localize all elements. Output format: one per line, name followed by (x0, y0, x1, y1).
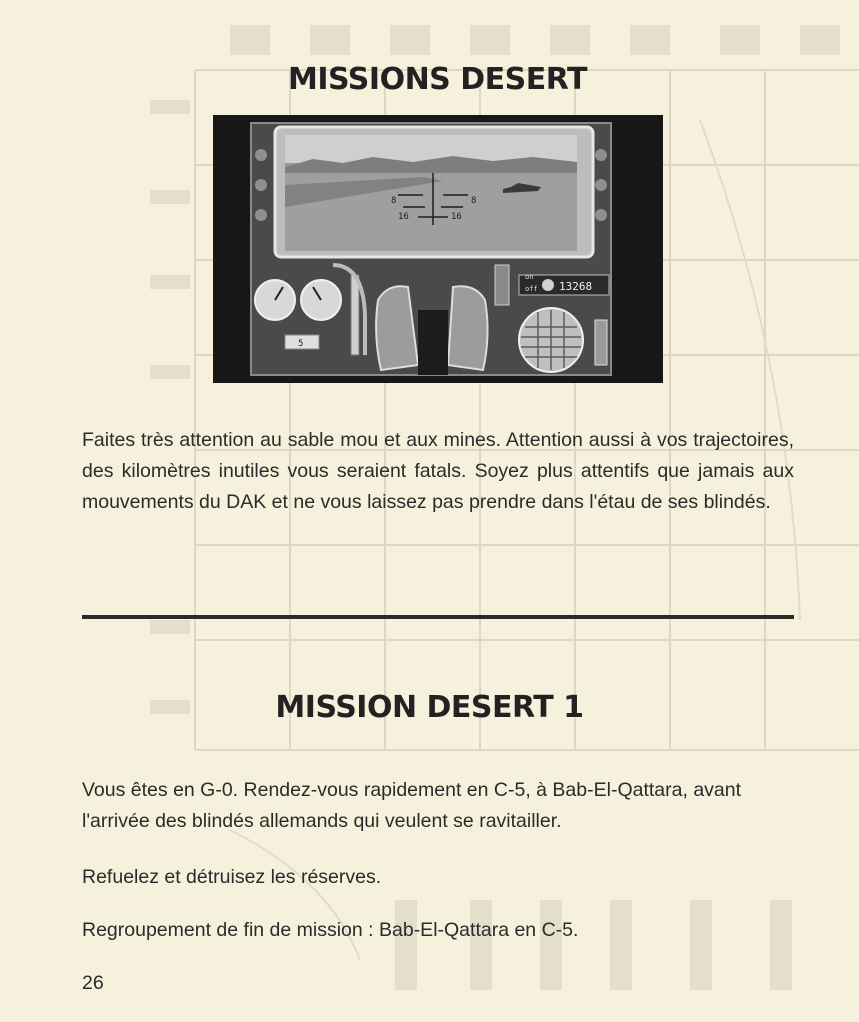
game-screenshot (213, 115, 663, 383)
page-number: 26 (82, 972, 104, 994)
odometer-counter: 13268 (559, 280, 593, 293)
mission-paragraph-3: Regroupement de fin de mission : Bab-El-Qattara en C-5. (82, 919, 579, 941)
switch-on-label: on (525, 273, 534, 281)
gear-indicator: 5 (298, 339, 304, 349)
tank-cockpit-illustration (213, 115, 663, 383)
mission-paragraph-2: Refuelez et détruisez les réserves. (82, 866, 382, 888)
hud-range-left: 8 (391, 196, 397, 206)
hud-range-low-right: 16 (451, 212, 462, 222)
hud-range-right: 8 (471, 196, 477, 206)
mission-paragraph-1: Vous êtes en G-0. Rendez-vous rapidement en C-5, à Bab-El-Qattara, avant l'arrivée des blindés allemands qui veulent se ravitailler. (82, 779, 742, 832)
page-title: MISSIONS DESERT (288, 62, 587, 97)
intro-paragraph: Faites très attention au sable mou et aux mines. Attention aussi à vos trajectoires, des kilomètres inutiles vous seraient fatals. Soyez plus attentifs que jamais aux mouvements du DAK et ne vous laissez pas prendre dans l'étau de ses blindés. (82, 429, 794, 513)
mission-title: MISSION DESERT 1 (275, 690, 584, 725)
section-divider (82, 615, 794, 619)
right-glove-icon (448, 286, 488, 370)
switch-off-label: off (525, 285, 538, 293)
hud-range-low-left: 16 (398, 212, 409, 222)
